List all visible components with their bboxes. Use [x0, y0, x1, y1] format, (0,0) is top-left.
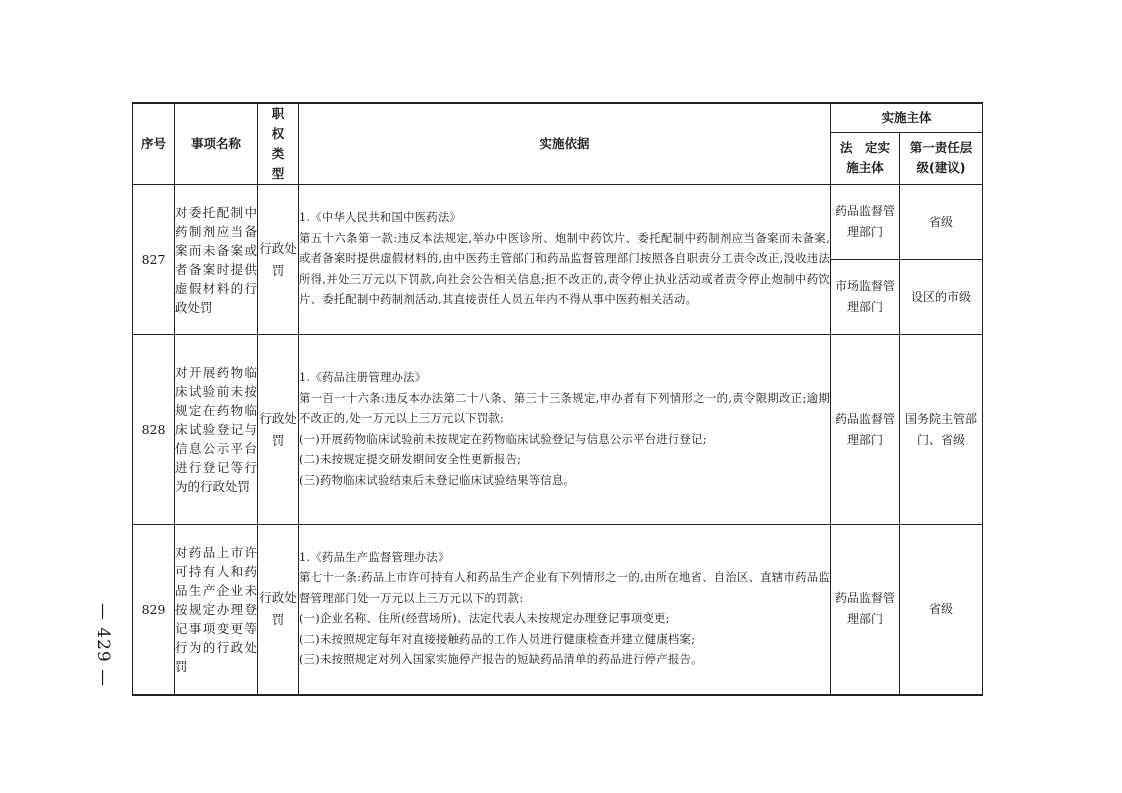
header-legal-body: 法 定实施主体: [831, 132, 900, 184]
row-829-body-1: 药品监督管理部门: [831, 525, 900, 695]
row-829-name: 对药品上市许可持有人和药品生产企业未按规定办理登记事项变更等行为的行政处罚: [175, 525, 258, 695]
row-829-basis: [299, 525, 831, 695]
basis-law-title: 1.《中华人民共和国中医药法》: [299, 211, 462, 225]
page-number: [80, 600, 126, 690]
header-basis: 实施依据: [299, 103, 831, 185]
row-827-body-2: 市场监督管理部门: [831, 260, 900, 335]
basis-article: 第一百一十六条:违反本办法第二十八条、第三十三条规定,申办者有下列情形之一的,责令限期改正;逾期不改正的,处一万元以上三万元以下罚款:: [299, 391, 830, 425]
row-827-level-2: 设区的市级: [900, 260, 983, 335]
basis-item-2: (二)未按照规定每年对直接接触药品的工作人员进行健康检查并建立健康档案;: [299, 632, 696, 646]
row-828-type: 行政处罚: [258, 335, 299, 525]
basis-item-3: (三)药物临床试验结束后未登记临床试验结果等信息。: [299, 473, 576, 487]
row-827-type: 行政处罚: [258, 185, 299, 335]
row-828-seq: 828: [133, 335, 175, 525]
row-829-seq: 829: [133, 525, 175, 695]
row-827-level-1: 省级: [900, 185, 983, 260]
page-number-text: — 429 —: [93, 602, 114, 688]
row-827-body-1: 药品监督管理部门: [831, 185, 900, 260]
basis-law-title: 1.《药品注册管理办法》: [299, 371, 427, 384]
header-subject: 实施主体: [831, 103, 983, 132]
basis-article: 第五十六条第一款:违反本法规定,举办中医诊所、炮制中药饮片、委托配制中药制剂应当备案而未备案,或者备案时提供虚假材料的,由中医药主管部门和药品监督管理部门按照各自职责分工责令改正,没收违法所得,并处三万元以下罚款,向社会公告相关信息;拒不改正的,责令停止执业活动或者责令停止炮制中药饮片、委托配制中药制剂活动,其直接责任人员五年内不得从事中医药相关活动。: [299, 231, 830, 307]
basis-item-2: (二)未按规定提交研发期间安全性更新报告;: [299, 453, 522, 466]
row-828-basis: [299, 335, 831, 525]
row-828-name: 对开展药物临床试验前未按规定在药物临床试验登记与信息公示平台进行登记等行为的行政处罚: [175, 335, 258, 525]
row-828-level-1: 国务院主管部门、省级: [900, 335, 983, 525]
row-829-level-1: 省级: [900, 525, 983, 695]
row-827-name: 对委托配制中药制剂应当备案而未备案或者备案时提供虚假材料的行政处罚: [175, 185, 258, 335]
header-seq: 序号: [133, 103, 175, 185]
row-827-seq: 827: [133, 185, 175, 335]
header-type: 职权类型: [258, 103, 299, 185]
header-responsible-level: 第一责任层级(建议): [900, 132, 983, 184]
row-827-basis: [299, 185, 831, 335]
basis-article: 第七十一条:药品上市许可持有人和药品生产企业有下列情形之一的,由所在地省、自治区、直辖市药品监督管理部门处一万元以上三万元以下的罚款:: [299, 571, 830, 605]
enforcement-items-table: [132, 102, 983, 696]
basis-item-3: (三)未按照规定对列入国家实施停产报告的短缺药品清单的药品进行停产报告。: [299, 653, 703, 667]
basis-law-title: 1.《药品生产监督管理办法》: [299, 550, 450, 564]
basis-item-1: (一)企业名称、住所(经营场所)、法定代表人未按规定办理登记事项变更;: [299, 612, 670, 626]
row-828-body-1: 药品监督管理部门: [831, 335, 900, 525]
header-name: 事项名称: [175, 103, 258, 185]
row-829-type: 行政处罚: [258, 525, 299, 695]
basis-item-1: (一)开展药物临床试验前未按规定在药物临床试验登记与信息公示平台进行登记;: [299, 432, 707, 446]
